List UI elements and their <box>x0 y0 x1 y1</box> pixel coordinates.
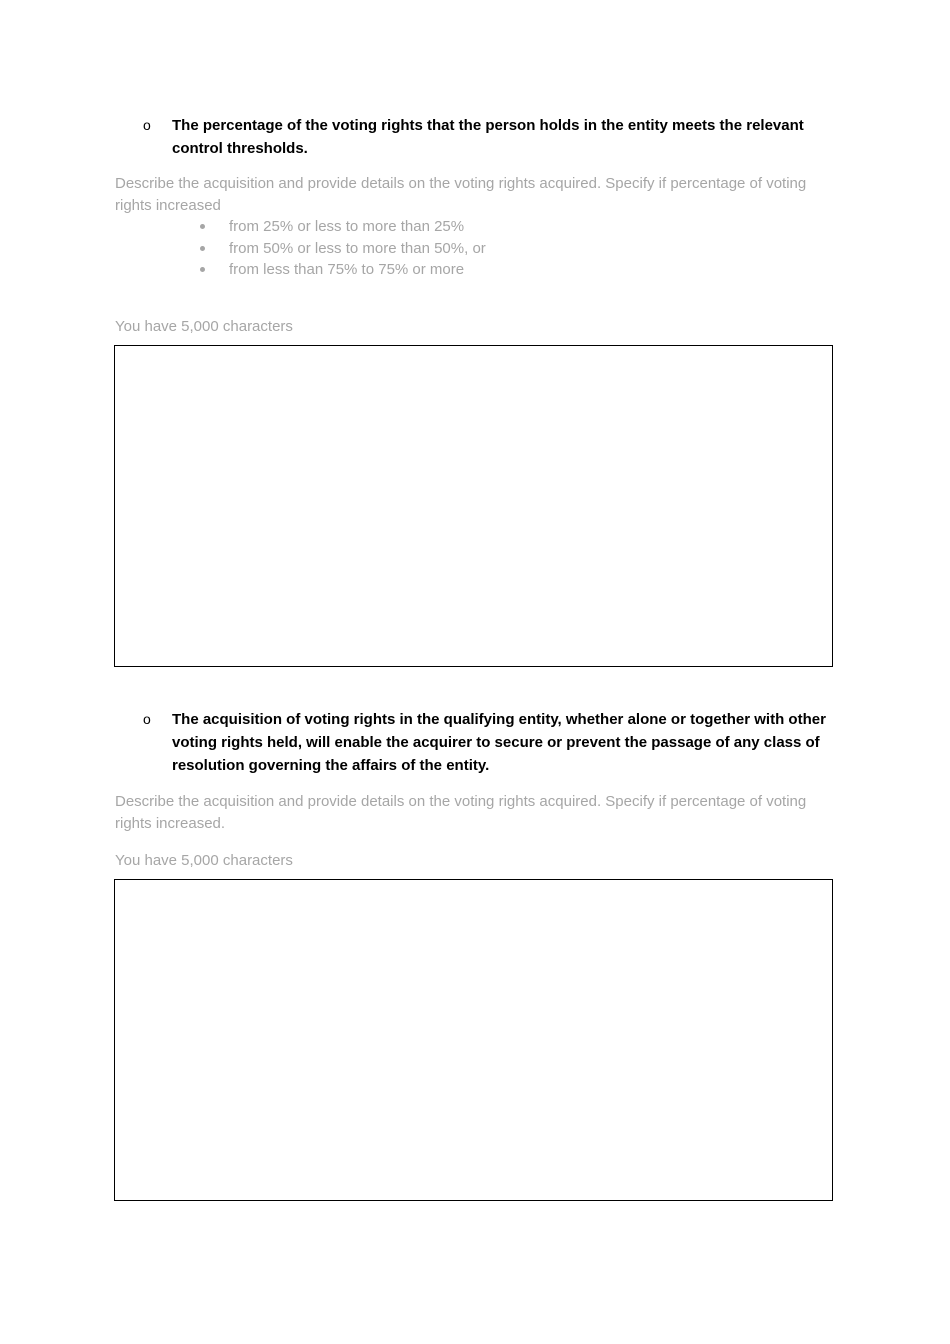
question-1-text: The percentage of the voting rights that the person holds in the entity meets the relevant control thresholds. <box>172 117 804 157</box>
question-2-text: The acquisition of voting rights in the qualifying entity, whether alone or together with other voting rights held, will enable the acquirer to secure or prevent the passage of any class of resolution governing the affairs of the entity. <box>172 711 826 774</box>
hint-list-item <box>200 238 486 260</box>
circle-bullet-icon: o <box>143 711 151 727</box>
char-limit-2: You have 5,000 characters <box>115 852 293 869</box>
question-2 <box>143 708 833 777</box>
hint-list-item-text: from 50% or less to more than 50%, or <box>229 239 486 257</box>
hint-1-text: Describe the acquisition and provide details on the voting rights acquired. Specify if percentage of voting rights increased <box>115 175 807 214</box>
char-limit-1: You have 5,000 characters <box>115 318 293 335</box>
hint-list-item-text: from 25% or less to more than 25% <box>229 218 465 235</box>
bullet-dot-icon <box>200 267 205 272</box>
hint-list-item <box>200 216 486 238</box>
question-1 <box>143 114 833 160</box>
bullet-dot-icon <box>200 246 205 251</box>
answer-2-input[interactable] <box>114 879 833 1201</box>
bullet-dot-icon <box>200 224 205 229</box>
hint-1-list <box>200 216 486 281</box>
hint-list-item-text: from less than 75% to 75% or more <box>229 261 465 278</box>
hint-list-item <box>200 259 486 281</box>
circle-bullet-icon: o <box>143 117 151 133</box>
hint-2-text: Describe the acquisition and provide details on the voting rights acquired. Specify if percentage of voting rights increased. <box>115 793 807 832</box>
answer-1-input[interactable] <box>114 345 833 667</box>
